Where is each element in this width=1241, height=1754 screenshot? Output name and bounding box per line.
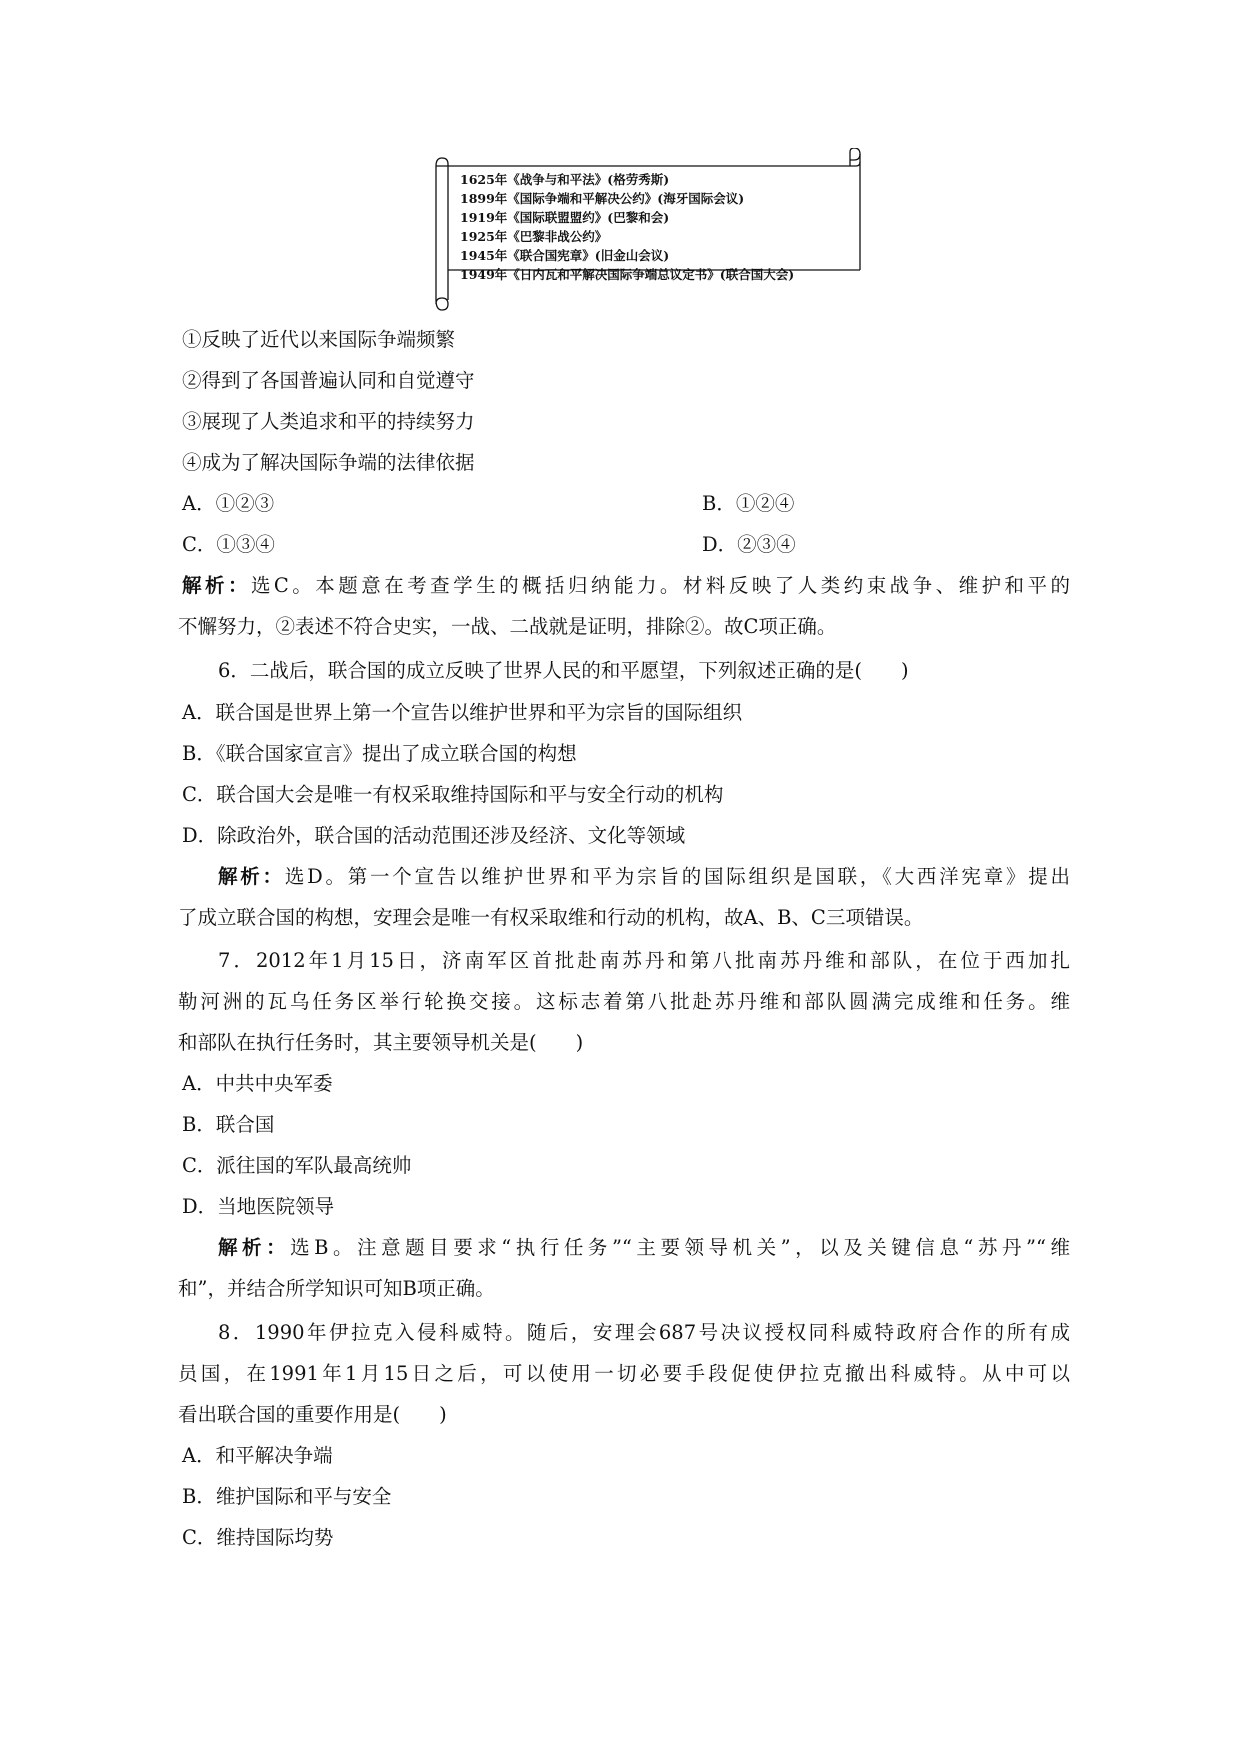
q6-option-b: B．《联合国家宣言》提出了成立联合国的构想 xyxy=(182,742,577,765)
q6-option-d: D．除政治外，联合国的活动范围还涉及经济、文化等领域 xyxy=(182,824,686,847)
analysis-7-line-1: 解析：选B。注意题目要求“执行任务”“主要领导机关”，以及关键信息“苏丹”“维 xyxy=(218,1236,1070,1259)
treaty-list xyxy=(460,170,880,284)
question-7-line-1: 7．2012年1月15日，济南军区首批赴南苏丹和第八批南苏丹维和部队，在位于西加扎 xyxy=(218,949,1070,972)
question-8-line-2: 员国，在1991年1月15日之后，可以使用一切必要手段促使伊拉克撤出科威特。从中可以 xyxy=(178,1362,1070,1385)
analysis-label: 解析： xyxy=(218,865,285,888)
analysis-7-line-2: 和”，并结合所学知识可知B项正确。 xyxy=(178,1277,495,1300)
treaty-scroll xyxy=(420,148,872,316)
treaty-line: 1925年《巴黎非战公约》 xyxy=(460,229,608,244)
analysis-label: 解析： xyxy=(182,574,251,597)
analysis-6-line-2: 了成立联合国的构想，安理会是唯一有权采取维和行动的机构，故A、B、C三项错误。 xyxy=(178,906,924,929)
option-b: B．①②④ xyxy=(702,492,795,515)
q8-option-b: B．维护国际和平与安全 xyxy=(182,1485,392,1508)
analysis-label: 解析： xyxy=(218,1236,291,1259)
question-6-stem: 6．二战后，联合国的成立反映了世界人民的和平愿望，下列叙述正确的是( ) xyxy=(218,659,909,682)
q6-option-c: C．联合国大会是唯一有权采取维持国际和平与安全行动的机构 xyxy=(182,783,724,806)
treaty-line: 1949年《日内瓦和平解决国际争端总议定书》(联合国大会) xyxy=(460,267,795,282)
question-7-line-3: 和部队在执行任务时，其主要领导机关是( ) xyxy=(178,1031,584,1054)
option-a: A．①②③ xyxy=(182,492,275,515)
q7-option-b: B．联合国 xyxy=(182,1113,275,1136)
treaty-line: 1945年《联合国宪章》(旧金山会议) xyxy=(460,248,670,263)
statement-4: ④成为了解决国际争端的法律依据 xyxy=(182,451,475,474)
analysis-5-line-2: 不懈努力，②表述不符合史实，一战、二战就是证明，排除②。故C项正确。 xyxy=(178,615,837,638)
statement-1: ①反映了近代以来国际争端频繁 xyxy=(182,328,456,351)
q7-option-a: A．中共中央军委 xyxy=(182,1072,333,1095)
q6-option-a: A．联合国是世界上第一个宣告以维护世界和平为宗旨的国际组织 xyxy=(182,701,743,724)
treaty-line: 1625年《战争与和平法》(格劳秀斯) xyxy=(460,172,670,187)
treaty-line: 1899年《国际争端和平解决公约》(海牙国际会议) xyxy=(460,191,745,206)
option-c: C．①③④ xyxy=(182,533,275,556)
q8-option-c: C．维持国际均势 xyxy=(182,1526,334,1549)
analysis-5-line-1: 解析：选C。本题意在考查学生的概括归纳能力。材料反映了人类约束战争、维护和平的 xyxy=(182,574,1070,597)
question-8-line-3: 看出联合国的重要作用是( ) xyxy=(178,1403,447,1426)
analysis-6-line-1: 解析：选D。第一个宣告以维护世界和平为宗旨的国际组织是国联，《大西洋宪章》提出 xyxy=(218,865,1070,888)
question-8-line-1: 8．1990年伊拉克入侵科威特。随后，安理会687号决议授权同科威特政府合作的所有成 xyxy=(218,1321,1070,1344)
q7-option-d: D．当地医院领导 xyxy=(182,1195,335,1218)
q7-option-c: C．派往国的军队最高统帅 xyxy=(182,1154,412,1177)
statement-2: ②得到了各国普遍认同和自觉遵守 xyxy=(182,369,475,392)
q8-option-a: A．和平解决争端 xyxy=(182,1444,333,1467)
treaty-line: 1919年《国际联盟盟约》(巴黎和会) xyxy=(460,210,670,225)
statement-3: ③展现了人类追求和平的持续努力 xyxy=(182,410,475,433)
option-d: D．②③④ xyxy=(702,533,796,556)
question-7-line-2: 勒河洲的瓦乌任务区举行轮换交接。这标志着第八批赴苏丹维和部队圆满完成维和任务。维 xyxy=(178,990,1070,1013)
